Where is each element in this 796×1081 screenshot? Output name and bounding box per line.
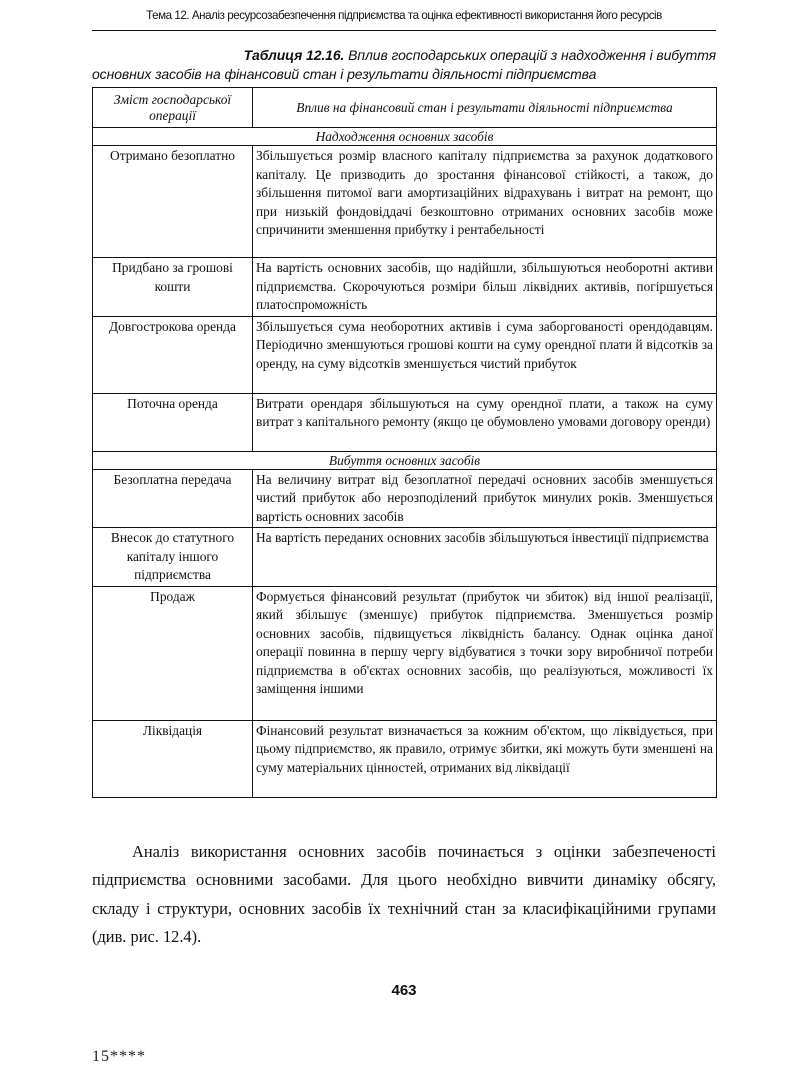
operation-cell: Довгострокова оренда — [93, 316, 253, 393]
body-paragraph: Аналіз використання основних засобів починається з оцінки забезпеченості підприємства основними засобами. Для цього необхідно вивчити динаміку обсягу, складу і структури, основних засобів їх технічний стан за класифікаційними групами (див. рис. 12.4). — [92, 842, 716, 946]
caption-label: Таблиця 12.16. — [243, 47, 345, 63]
table-row — [93, 720, 717, 797]
running-header: Тема 12. Аналіз ресурсозабезпечення підприємства та оцінка ефективності використання його ресурсів — [146, 9, 662, 22]
page-number: 463 — [391, 982, 417, 999]
section-row — [93, 451, 717, 469]
effect-cell: Збільшується сума необоротних активів і сума заборгованості орендодавцям. Періодично зменшуються грошові кошти на суму орендної плати й відсотків за оренду, на суму відсотків зменшується чистий прибуток — [253, 316, 717, 393]
section-title-outflow: Вибуття основних засобів — [93, 451, 717, 469]
table-row — [93, 258, 717, 317]
effect-cell: На вартість основних засобів, що надійшли, збільшуються необоротні активи підприємства. Скорочуються розміри більш ліквідних активів, погіршується платоспроможність — [253, 258, 717, 317]
effect-cell: На величину витрат від безоплатної передачі основних засобів зменшується чистий прибуток або нерозподілений прибуток минулих років. Зменшується вартість основних засобів — [253, 469, 717, 528]
operation-cell: Придбано за грошові кошти — [93, 258, 253, 317]
operation-cell: Внесок до статутного капіталу іншого підприємства — [93, 528, 253, 587]
operation-cell: Безоплатна передача — [93, 469, 253, 528]
caption-tail-text: основних засобів на фінансовий стан і результати діяльності підприємства — [92, 66, 597, 82]
header-operation: Зміст господарської операції — [93, 88, 253, 128]
section-title-inflow: Надходження основних засобів — [93, 128, 717, 146]
caption-first-line — [92, 46, 716, 65]
effect-cell: Збільшується розмір власного капіталу підприємства за рахунок додаткового капіталу. Це призводить до зростання фінансової стійкості, а також, до збільшення питомої ваги амортизаційних відрахувань і витрат на ремонт, що при низькій фондовіддачі безкоштовно отриманих основних засобів може спричинити зменшення прибутку і рентабельності — [253, 146, 717, 258]
caption-lead-text: Вплив господарських операцій з надходження і вибуття — [348, 47, 716, 63]
table-caption — [92, 46, 716, 84]
table-row — [93, 316, 717, 393]
effect-cell: На вартість переданих основних засобів збільшуються інвестиції підприємства — [253, 528, 717, 587]
table-row — [93, 469, 717, 528]
effect-cell: Витрати орендаря збільшуються на суму орендної плати, а також на суму витрат з капітального ремонту (якщо це обумовлено умовами договору оренди) — [253, 393, 717, 451]
table-row — [93, 393, 717, 451]
operation-cell: Ліквідація — [93, 720, 253, 797]
effect-cell: Формується фінансовий результат (прибуток чи збиток) від іншої реалізації, який збільшує (зменшує) прибуток підприємства. Зменшується розмір основних засобів, підвищується ліквідність балансу. Однак оцінка даної операції повинна в першу чергу відбуватися з точки зору виробничої потреби підприємства в об'єктах основних засобів, що реалізуються, можливості їх заміщення іншими — [253, 586, 717, 720]
header-rule — [92, 30, 716, 31]
operation-cell: Поточна оренда — [93, 393, 253, 451]
operations-table — [92, 87, 717, 798]
operation-cell: Продаж — [93, 586, 253, 720]
table-row — [93, 146, 717, 258]
footer-mark: 15**** — [92, 1048, 146, 1065]
section-row — [93, 128, 717, 146]
header-effect: Вплив на фінансовий стан і результати діяльності підприємства — [253, 88, 717, 128]
operation-cell: Отримано безоплатно — [93, 146, 253, 258]
effect-cell: Фінансовий результат визначається за кожним об'єктом, що ліквідується, при цьому підприємство, як правило, отримує збитки, які можуть бути зменшені на суму матеріальних цінностей, отриманих від ліквідації — [253, 720, 717, 797]
table-row — [93, 586, 717, 720]
table-header-row — [93, 88, 717, 128]
table-row — [93, 528, 717, 587]
